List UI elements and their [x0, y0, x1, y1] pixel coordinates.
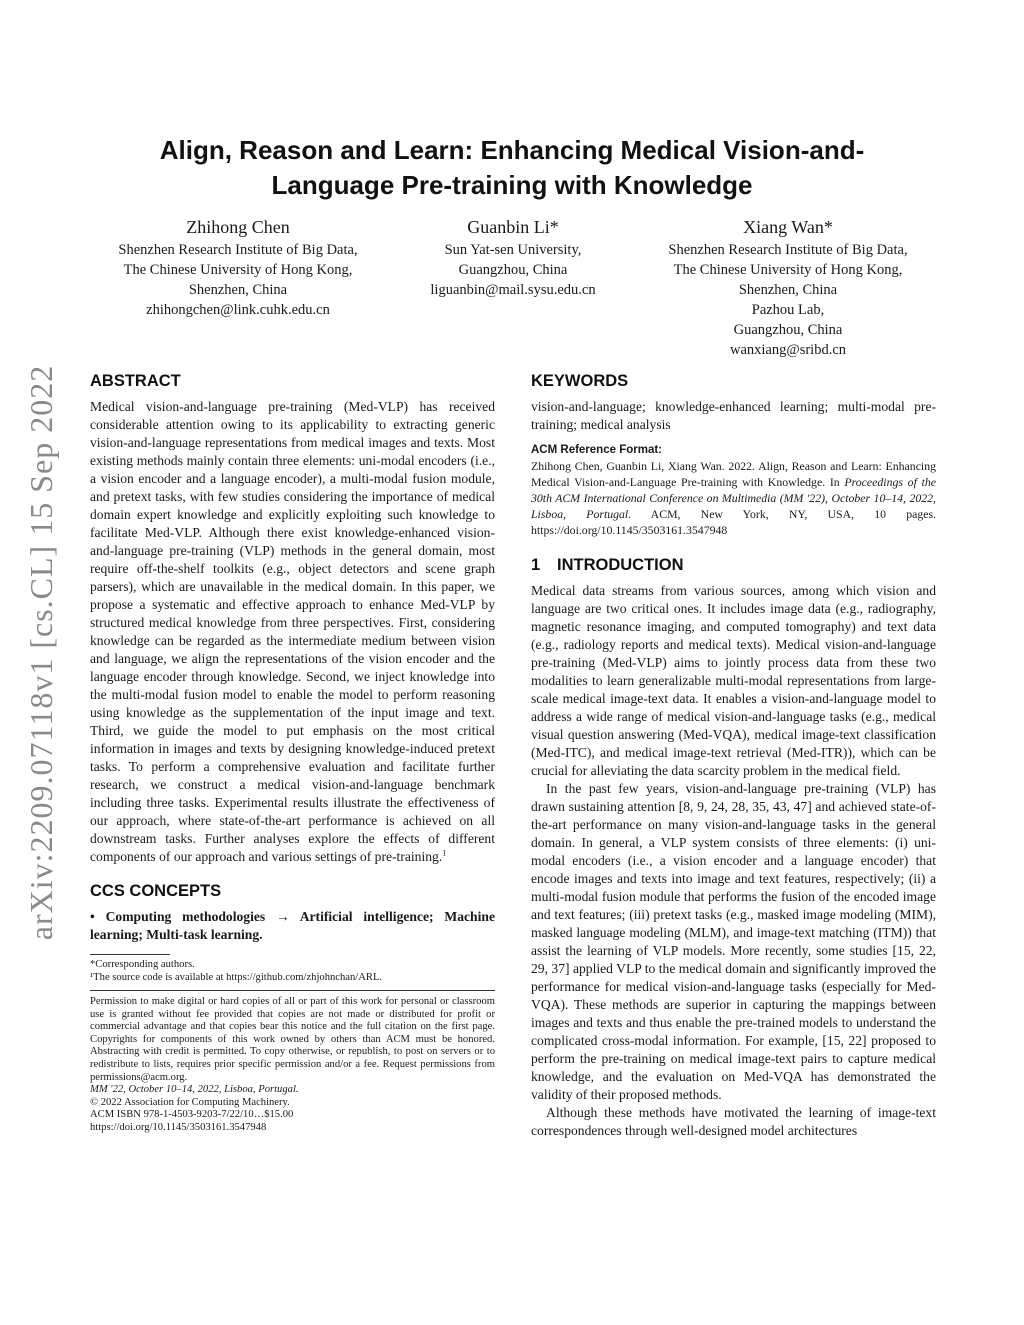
- author-affiliation: The Chinese University of Hong Kong,: [123, 262, 353, 278]
- acm-reference-publisher: ACM, New York, NY, USA, 10 pages. https://doi.org/10.1145/3503161.3547948: [531, 507, 937, 537]
- doi-line: https://doi.org/10.1145/3503161.3547948: [90, 1121, 267, 1133]
- author-name: Xiang Wan*: [743, 217, 833, 237]
- venue-line: MM '22, October 10–14, 2022, Lisboa, Portugal.: [90, 1084, 299, 1096]
- intro-paragraph-1: Medical data streams from various sources, among which vision and language are two critical ones. It includes image data (e.g., radiography, magnetic resonance imaging, and computed tomography) and text data (e.g., radiology reports and medical texts). Medical vision-and-language pre-training (Med-VLP) aims to jointly process data from these two modalities to learn generalizable multi-modal representations from large-scale medical image-text data. It enables a vision-and-language model to address a wide range of medical vision-and-language tasks (e.g., medical visual question answering (Med-VQA), medical image-text classification (Med-ITC), and medical image-text retrieval (Med-ITR)), which can be crucial for alleviating the data scarcity problem in the medical field.: [531, 583, 936, 778]
- keywords-text: vision-and-language; knowledge-enhanced learning; multi-modal pre-training; medical analysis: [531, 399, 936, 432]
- right-column: [531, 370, 936, 1140]
- section-number: 1: [531, 556, 541, 574]
- ccs-concept-item: • Computing methodologies → Artificial intelligence; Machine learning; Multi-task learning.: [90, 909, 495, 942]
- footnote-divider: [90, 954, 170, 955]
- permission-divider: [90, 990, 495, 991]
- author-name: Guanbin Li*: [467, 217, 559, 237]
- footnote-corresponding: *Corresponding authors.: [90, 959, 195, 970]
- left-column: [90, 370, 495, 1135]
- footnote-source-code: ¹The source code is available at https://github.com/zhjohnchan/ARL.: [90, 972, 383, 983]
- author-block-2: [400, 214, 626, 300]
- author-name: Zhihong Chen: [186, 217, 290, 237]
- author-block-3: [636, 214, 940, 360]
- permission-notice: Permission to make digital or hard copies of all or part of this work for personal or classroom use is granted without fee provided that copies are not made or distributed for profit or commercial advantage and that copies bear this notice and the full citation on the first page. Copyrights for components of this work owned by others than ACM must be honored. Abstracting with credit is permitted. To copy otherwise, or republish, to post on servers or to redistribute to lists, requires prior specific permission and/or a fee. Request permissions from permissions@acm.org.: [90, 996, 495, 1083]
- acm-reference-proceedings: Proceedings of the 30th ACM International Conference on Multimedia (MM '22), October 10–14, 2022, Lisboa, Portugal.: [531, 475, 936, 521]
- author-location: Shenzhen, China: [738, 282, 838, 298]
- paper-title: Align, Reason and Learn: Enhancing Medical Vision-and-Language Pre-training with Knowledge: [159, 135, 865, 200]
- author-affiliation: Shenzhen Research Institute of Big Data,: [668, 242, 908, 258]
- isbn-line: ACM ISBN 978-1-4503-9203-7/22/10…$15.00: [90, 1109, 294, 1121]
- acm-reference-text: [531, 458, 936, 538]
- intro-paragraph-3: Although these methods have motivated the learning of image-text correspondences through well-designed model architectures: [531, 1105, 936, 1138]
- footnote-marker: 1: [442, 848, 447, 858]
- section-title: INTRODUCTION: [557, 556, 684, 574]
- keywords-heading: KEYWORDS: [531, 372, 629, 390]
- author-affiliation: Pazhou Lab,: [751, 302, 825, 318]
- author-location: Guangzhou, China: [733, 322, 843, 338]
- author-block-1: [88, 214, 388, 320]
- abstract-text: Medical vision-and-language pre-training (Med-VLP) has received considerable attention owing to its applicability to extracting generic vision-and-language representations from medical images and texts. Most existing methods mainly contain three elements: uni-modal encoders (i.e., a vision encoder and a language encoder), a multi-modal fusion module, and pretext tasks, with few studies considering the importance of medical domain expert knowledge and explicitly exploiting such knowledge to facilitate Med-VLP. Although there exist knowledge-enhanced vision-and-language pre-training (VLP) methods in the general domain, most require off-the-shelf toolkits (e.g., object detectors and scene graph parsers), which are unavailable in the medical domain. In this paper, we propose a systematic and effective approach to enhance Med-VLP by structured medical knowledge from three perspectives. First, considering knowledge can be regarded as the intermediate medium between vision and language, we align the representations of the vision encoder and the language encoder through knowledge. Second, we inject knowledge into the multi-modal fusion model to enable the model to perform reasoning using knowledge as the supplementation of the input image and text. Third, we guide the model to put emphasis on the most critical information in images and texts by designing knowledge-induced pretext tasks. To perform a comprehensive evaluation and facilitate further research, we construct a medical vision-and-language benchmark including three tasks. Experimental results illustrate the effectiveness of our approach, where state-of-the-art performance is achieved on all downstream tasks. Further analyses explore the effects of different components of our approach and various settings of pre-training.: [90, 399, 495, 864]
- acm-reference-authors: Zhihong Chen, Guanbin Li, Xiang Wan. 2022. Align, Reason and Learn: Enhancing Medical Vision-and-Language Pre-training with Knowledge. In: [531, 459, 936, 489]
- introduction-heading: [531, 554, 936, 576]
- author-affiliation: Sun Yat-sen University,: [444, 242, 582, 258]
- copyright-line: © 2022 Association for Computing Machinery.: [90, 1096, 290, 1108]
- author-location: Shenzhen, China: [188, 282, 288, 298]
- arxiv-stamp: [18, 352, 66, 952]
- author-affiliation: The Chinese University of Hong Kong,: [673, 262, 903, 278]
- author-email: wanxiang@sribd.cn: [729, 342, 847, 358]
- arxiv-stamp-text: arXiv:2209.07118v1 [cs.CL] 15 Sep 2022: [23, 364, 60, 940]
- abstract-body: [90, 398, 495, 866]
- author-affiliation: Shenzhen Research Institute of Big Data,: [118, 242, 358, 258]
- ccs-heading: CCS CONCEPTS: [90, 882, 222, 900]
- acm-reference-heading: ACM Reference Format:: [531, 444, 662, 456]
- abstract-heading: ABSTRACT: [90, 372, 181, 390]
- intro-paragraph-2: In the past few years, vision-and-language pre-training (VLP) has drawn sustaining attention [8, 9, 24, 28, 35, 43, 47] and achieved state-of-the-art performance on many vision-and-language tasks in the general domain. In general, a VLP system consists of three elements: (i) uni-modal encoders (i.e., a vision encoder and a language encoder) that encode images and texts into image and text features, respectively; (ii) a multi-modal fusion module that performs the fusion of the encoded image and text features; (iii) pretext tasks (e.g., masked image modeling (MIM), masked language modeling (MLM), and image-text matching (ITM)) that assist the learning of VLP models. More recently, some studies [15, 22, 29, 37] applied VLP to the medical domain and significantly improved the performance for medical vision-and-language tasks (especially for Med-VQA). These methods are superior in capturing the mappings between images and texts and thus enable the pre-trained models to understand the complicated cross-modal information. For example, [15, 22] proposed to perform the pre-training on medical image-text pairs to capture medical knowledge, and the evaluation on Med-VQA has demonstrated the validity of their proposed methods.: [531, 781, 936, 1102]
- author-location: Guangzhou, China: [458, 262, 568, 278]
- author-email: zhihongchen@link.cuhk.edu.cn: [146, 302, 330, 318]
- author-email: liguanbin@mail.sysu.edu.cn: [430, 282, 596, 298]
